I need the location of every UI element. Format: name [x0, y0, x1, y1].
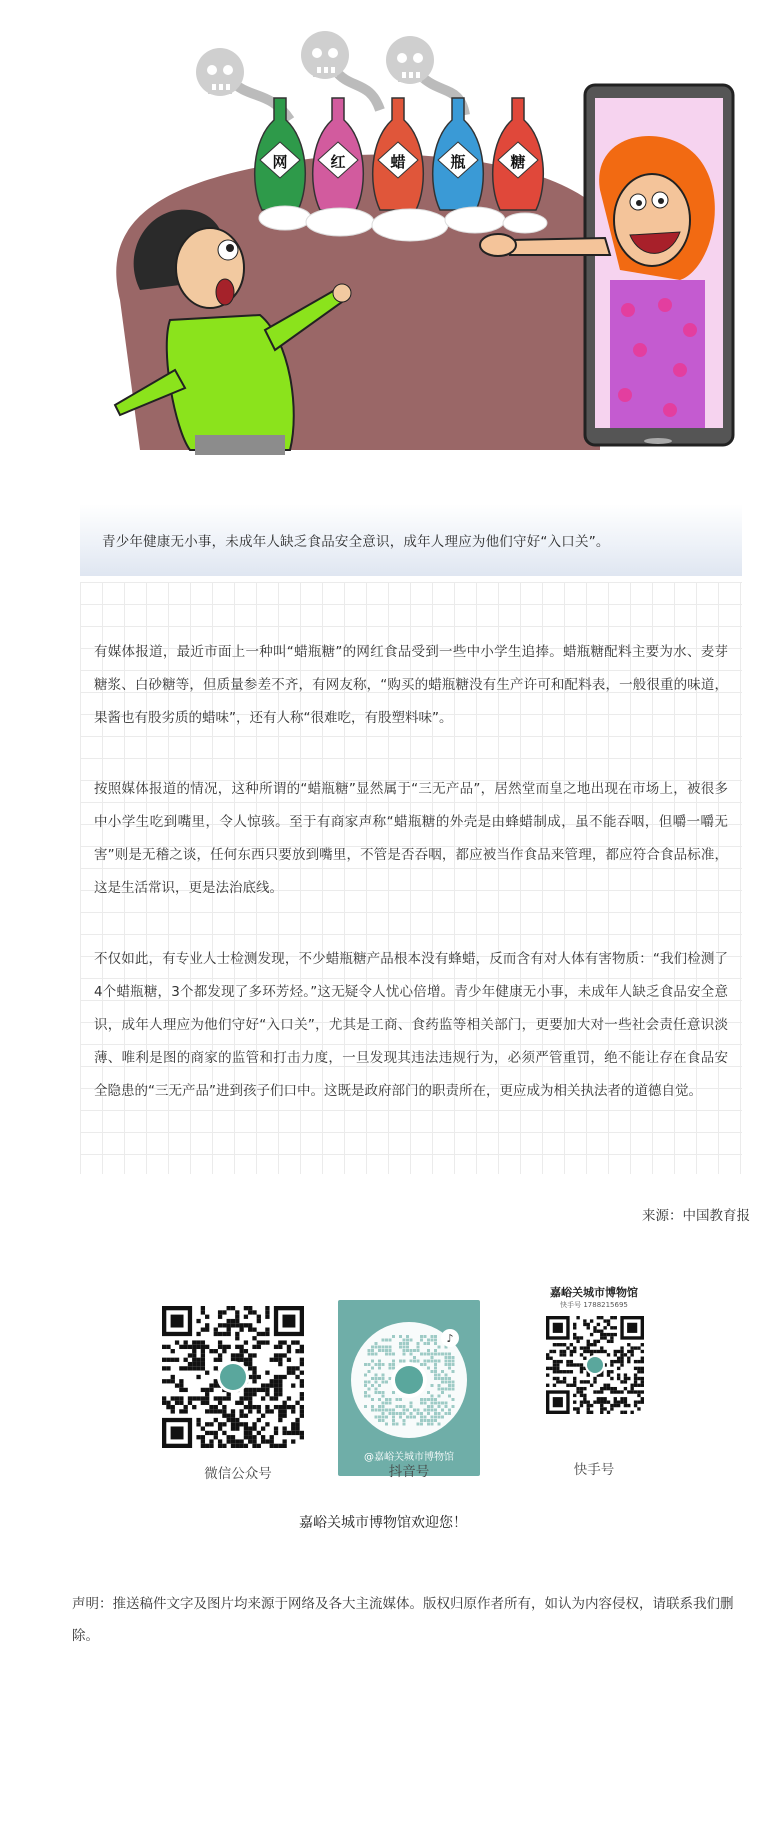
kuaishou-id: 快手号 1788215695	[560, 1301, 628, 1309]
bottle-label: 瓶	[450, 153, 466, 171]
disclaimer: 声明：推送稿件文字及图片均来源于网络及各大主流媒体。版权归原作者所有，如认为内容侵权，请联系我们删除。	[72, 1596, 734, 1644]
article-body	[80, 582, 742, 1174]
lead-text: 青少年健康无小事，未成年人缺乏食品安全意识，成年人理应为他们守好“入口关”。	[102, 534, 610, 550]
source-credit: 来源：中国教育报	[642, 1208, 750, 1224]
douyin-label: 抖音号	[388, 1464, 430, 1480]
wechat-qr-code	[162, 1306, 304, 1448]
kuaishou-title: 嘉峪关城市博物馆	[550, 1286, 638, 1299]
lead-banner	[80, 504, 742, 576]
douyin-caption: @嘉峪关城市博物馆	[364, 1452, 454, 1463]
cartoon-illustration	[80, 10, 740, 460]
kuaishou-qr-card	[536, 1284, 652, 1424]
svg-text:♪: ♪	[446, 1332, 454, 1345]
paragraph: 不仅如此，有专业人士检测发现，不少蜡瓶糖产品根本没有蜂蜡，反而含有对人体有害物质：“我们检测了4个蜡瓶糖，3个都发现了多环芳烃。”这无疑令人忧心倍增。青少年健康无小事，未成年人缺乏食品安全意识，成年人理应为他们守好“入口关”，尤其是工商、食药监等相关部门，更要加大对一些社会责任意识淡薄、唯利是图的商家的监管和打击力度，一旦发现其违法违规行为，必须严管重罚，绝不能让存在食品安全隐患的“三无产品”进到孩子们口中。这既是政府部门的职责所在，更应成为相关执法者的道德自觉。	[94, 951, 728, 1099]
wechat-label: 微信公众号	[204, 1466, 272, 1482]
kuaishou-qr-code	[546, 1316, 644, 1414]
bottle-label: 网	[272, 153, 288, 171]
paragraph: 按照媒体报道的情况，这种所谓的“蜡瓶糖”显然属于“三无产品”，居然堂而皇之地出现在市场上，被很多中小学生吃到嘴里，令人惊骇。至于有商家声称“蜡瓶糖的外壳是由蜂蜡制成，虽不能吞咽，但嚼一嚼无害”则是无稽之谈，任何东西只要放到嘴里，不管是否吞咽，都应被当作食品来管理，都应符合食品标准，这是生活常识，更是法治底线。	[94, 781, 728, 896]
douyin-qr-card	[338, 1300, 480, 1476]
bottle-label: 红	[330, 153, 346, 171]
bottle-label: 蜡	[390, 153, 406, 171]
bottle-label: 糖	[510, 153, 526, 171]
kuaishou-label: 快手号	[573, 1462, 615, 1478]
paragraph: 有媒体报道，最近市面上一种叫“蜡瓶糖”的网红食品受到一些中小学生追捧。蜡瓶糖配料主要为水、麦芽糖浆、白砂糖等，但质量参差不齐，有网友称，“购买的蜡瓶糖没有生产许可和配料表，一般很重的味道，果酱也有股劣质的蜡味”，还有人称“很难吃，有股塑料味”。	[94, 644, 728, 726]
welcome-text: 嘉峪关城市博物馆欢迎您！	[299, 1515, 467, 1531]
